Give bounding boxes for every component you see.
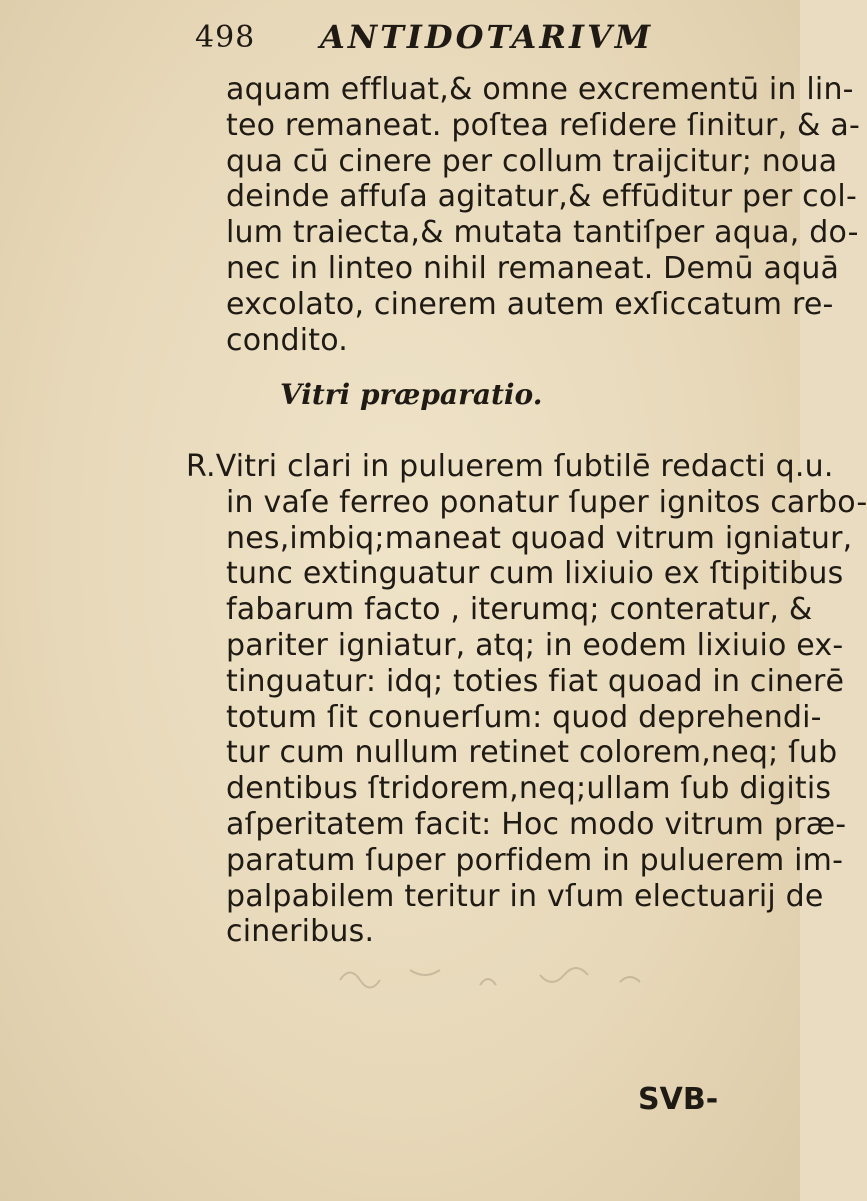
page-header	[195, 14, 755, 64]
text-line: aquam effluat,& omne excrementū in lin-	[226, 72, 854, 107]
text-line: deinde affuſa agitatur,& effūditur per col-	[226, 179, 857, 215]
text-line: nec in linteo nihil remaneat. Demū aquā	[226, 250, 840, 286]
text-line: dentibus ſtridorem,neq;ullam ſub digitis	[226, 771, 832, 807]
paragraph-2	[186, 449, 867, 950]
text-line: in vaſe ferreo ponatur ſuper ignitos carbo-	[226, 484, 867, 520]
text-line: palpabilem teritur in vſum electuarij de	[226, 878, 824, 914]
text-line: tinguatur: idq; toties fiat quoad in cinerē	[226, 663, 845, 699]
section-heading: Vitri præparatio.	[280, 378, 543, 411]
text-line: tunc extinguatur cum lixiuio ex ſtipitibus	[226, 556, 844, 592]
page-number: 498	[195, 20, 256, 55]
text-line: pariter igniatur, atq; in eodem lixiuio ex-	[226, 627, 844, 663]
text-line: paratum ſuper porfidem in puluerem im-	[226, 842, 844, 878]
text-line: tur cum nullum retinet colorem,neq; ſub	[226, 735, 838, 771]
show-through-marks	[320, 940, 680, 1010]
text-line: teo remaneat. poſtea reſidere ſinitur, & a-	[226, 107, 861, 143]
text-line: aſperitatem facit: Hoc modo vitrum præ-	[226, 806, 847, 842]
text-line: R.Vitri clari in puluerem ſubtilē redacti q.u.	[186, 449, 834, 484]
text-line: condito.	[226, 322, 348, 358]
text-line: fabarum facto , iterumq; conteratur, &	[226, 592, 813, 628]
text-line: totum ſit conuerſum: quod deprehendi-	[226, 699, 822, 735]
text-line: nes,imbiq;maneat quoad vitrum igniatur,	[226, 520, 853, 556]
paragraph-1	[226, 72, 861, 358]
text-line: qua cū cinere per collum traijcitur; noua	[226, 143, 838, 179]
text-line: lum traiecta,& mutata tantiſper aqua, do-	[226, 215, 859, 251]
text-line: cineribus.	[226, 914, 375, 950]
catchword: SVB-	[638, 1082, 719, 1117]
text-line: excolato, cinerem autem exſiccatum re-	[226, 286, 834, 322]
running-title: ANTIDOTARIVM	[320, 18, 654, 56]
